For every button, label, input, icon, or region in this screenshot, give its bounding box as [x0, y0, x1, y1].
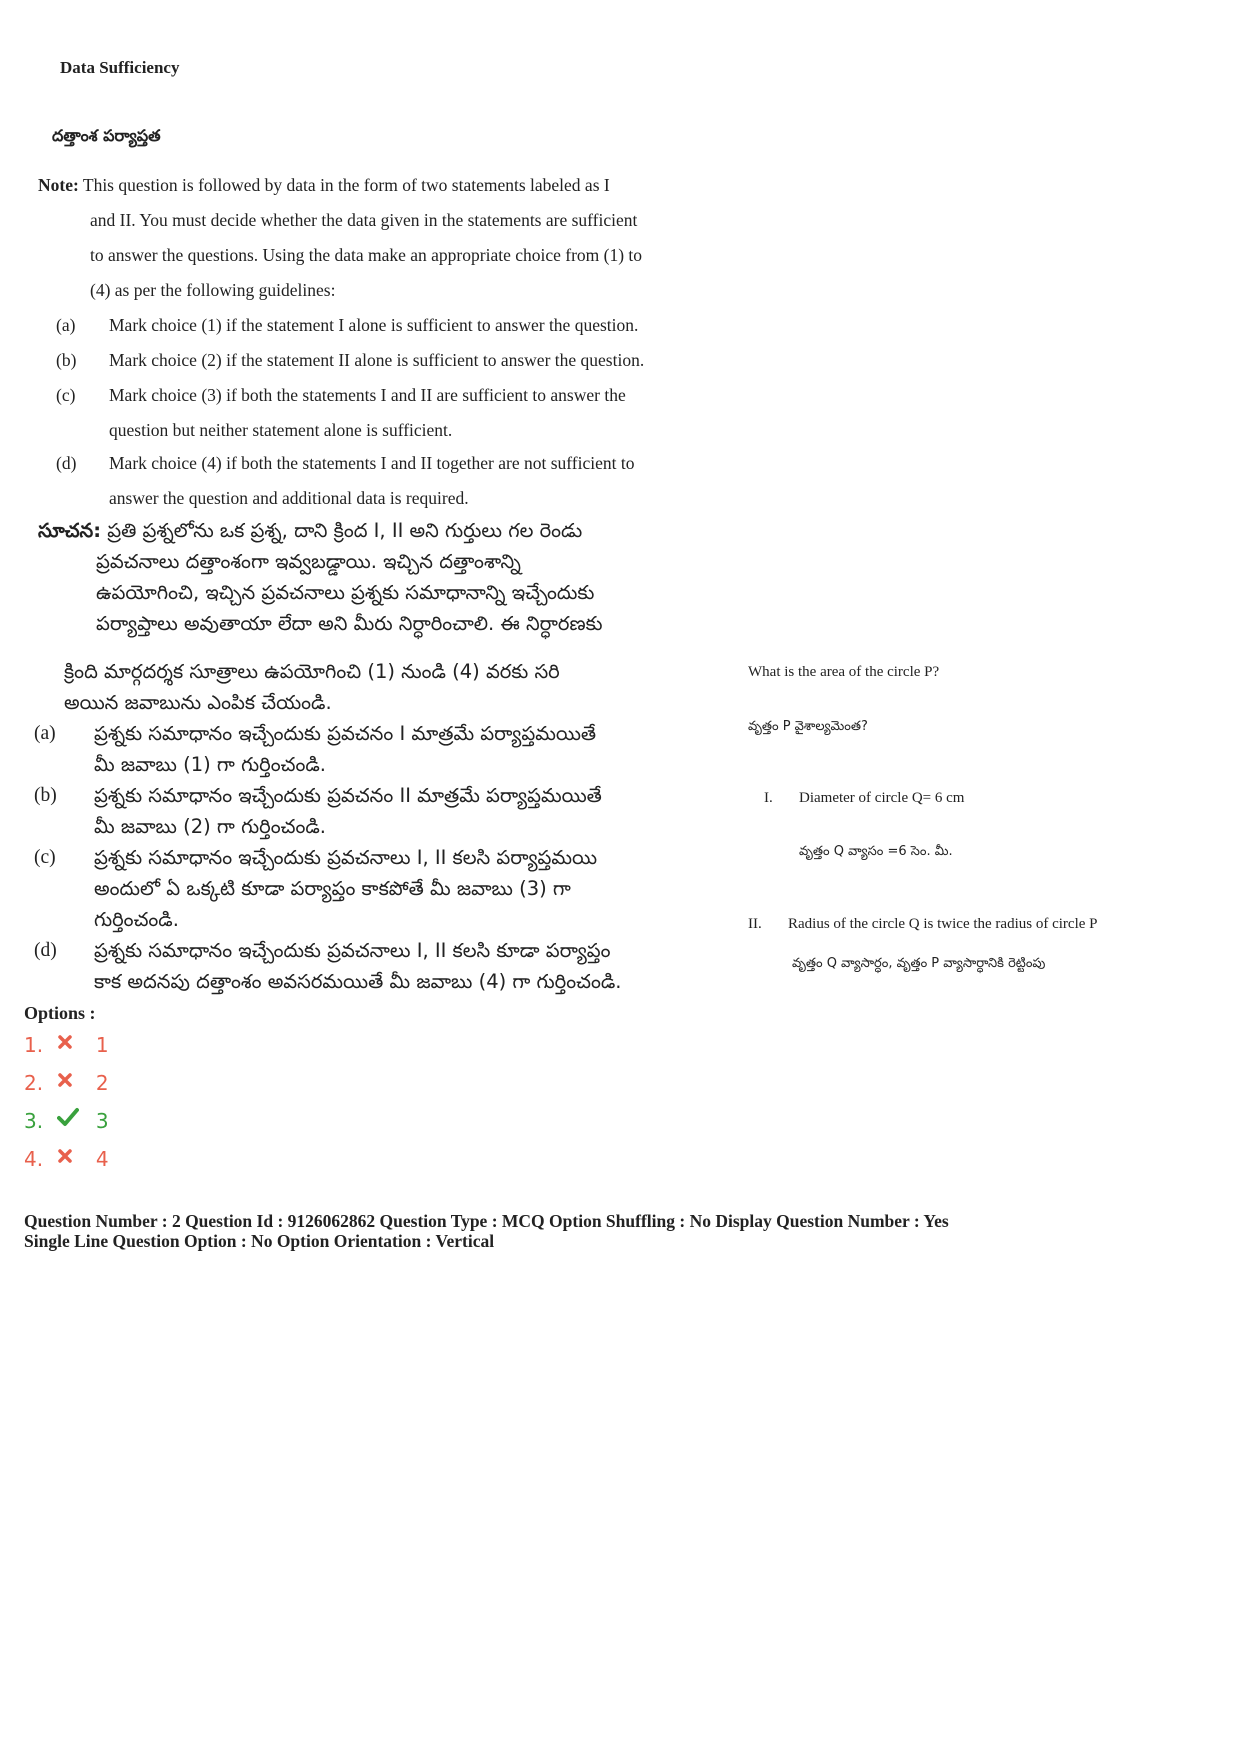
note-telugu-line-2: ప్రవచనాలు దత్తాంశంగా ఇవ్వబడ్డాయి. ఇచ్చిన దత్తాంశాన్ని	[96, 550, 521, 573]
option-4[interactable]	[24, 1147, 109, 1171]
guideline-key: (b)	[56, 350, 77, 370]
guideline-text: Mark choice (2) if the statement II alone is sufficient to answer the question.	[109, 350, 645, 370]
note-line-1: This question is followed by data in the form of two statements labeled as I	[82, 175, 610, 195]
statement-2-english: Radius of the circle Q is twice the radius of circle P	[788, 916, 1098, 932]
option-value: 4	[95, 1147, 109, 1171]
cross-icon	[57, 1145, 79, 1169]
note-telugu-line-1: ప్రతి ప్రశ్నలోను ఒక ప్రశ్న, దాని క్రింద I, II అని గుర్తులు గల రెండు	[107, 519, 583, 542]
option-3[interactable]	[24, 1109, 109, 1134]
telugu-guideline-d	[34, 935, 719, 997]
note-telugu-line-4: పర్యాప్తాలు అవుతాయా లేదా అని మీరు నిర్ధారించాలి. ఈ నిర్ధారణకు	[96, 612, 603, 635]
note-line-2: and II. You must decide whether the data given in the statements are sufficient	[90, 210, 638, 230]
telugu-guideline-text: గుర్తించండి.	[94, 908, 179, 931]
note-english	[38, 168, 718, 308]
telugu-guideline-text: ప్రశ్నకు సమాధానం ఇచ్చేందుకు ప్రవచనం II మాత్రమే పర్యాప్తమయితే	[94, 784, 602, 807]
telugu-guideline-text: ప్రశ్నకు సమాధానం ఇచ్చేందుకు ప్రవచనాలు I, II కలసి కూడా పర్యాప్తం	[94, 939, 611, 962]
statement-2-key: II.	[748, 916, 762, 932]
telugu-guideline-b	[34, 780, 719, 842]
statement-1-english: Diameter of circle Q= 6 cm	[799, 790, 965, 806]
statement-1-key: I.	[764, 790, 773, 806]
guideline-b	[56, 343, 720, 378]
telugu-guideline-key: (c)	[34, 847, 56, 868]
option-value: 3	[95, 1109, 109, 1133]
question-meta-line-1: Question Number : 2 Question Id : 9126062862 Question Type : MCQ Option Shuffling : No Display Question Number : Yes	[24, 1211, 949, 1231]
statement-1-telugu: వృత్తం Q వ్యాసం =6 సెం. మీ.	[799, 844, 953, 859]
question-text-telugu: వృత్తం P వైశాల్యమెంత?	[748, 719, 868, 734]
note-telugu-line-3: ఉపయోగించి, ఇచ్చిన ప్రవచనాలు ప్రశ్నకు సమాధానాన్ని ఇచ్చేందుకు	[96, 581, 595, 604]
telugu-guideline-text: ప్రశ్నకు సమాధానం ఇచ్చేందుకు ప్రవచనాలు I, II కలసి పర్యాప్తమయి	[94, 846, 598, 869]
guideline-a	[56, 308, 720, 343]
telugu-guidelines	[34, 656, 719, 997]
telugu-guideline-a	[34, 718, 719, 780]
telugu-guideline-c	[34, 842, 719, 935]
cross-icon	[57, 1069, 79, 1093]
telugu-guideline-key: (b)	[34, 785, 57, 806]
cross-icon	[57, 1031, 79, 1055]
telugu-guideline-text: ప్రశ్నకు సమాధానం ఇచ్చేందుకు ప్రవచనం I మాత్రమే పర్యాప్తమయితే	[94, 722, 597, 745]
note-line-3: to answer the questions. Using the data make an appropriate choice from (1) to	[90, 245, 643, 265]
telugu-guideline-text: మీ జవాబు (2) గా గుర్తించండి.	[94, 815, 326, 838]
question-meta	[24, 1211, 949, 1251]
guideline-key: (d)	[56, 453, 77, 473]
note-label: Note:	[38, 175, 79, 195]
option-1[interactable]	[24, 1033, 109, 1057]
telugu-guideline-key: (d)	[34, 940, 57, 961]
telugu-guideline-text: మీ జవాబు (1) గా గుర్తించండి.	[94, 753, 326, 776]
option-number: 4.	[24, 1147, 44, 1171]
option-value: 1	[95, 1033, 109, 1057]
telugu-guideline-key: (a)	[34, 723, 56, 744]
option-number: 3.	[24, 1109, 44, 1133]
guideline-text: Mark choice (1) if the statement I alone is sufficient to answer the question.	[109, 315, 639, 335]
check-icon	[57, 1107, 79, 1132]
section-title: Data Sufficiency	[60, 58, 180, 77]
option-2[interactable]	[24, 1071, 109, 1095]
guideline-text: Mark choice (4) if both the statements I and II together are not sufficient to	[109, 453, 635, 473]
statement-2-telugu: వృత్తం Q వ్యాసార్ధం, వృత్తం P వ్యాసార్ధానికి రెట్టింపు	[792, 956, 1046, 971]
option-number: 1.	[24, 1033, 44, 1057]
guideline-text: Mark choice (3) if both the statements I and II are sufficient to answer the	[109, 385, 626, 405]
note-telugu-label: సూచన:	[38, 519, 102, 542]
option-value: 2	[95, 1071, 109, 1095]
question-text-english: What is the area of the circle P?	[748, 664, 940, 680]
telugu-cont-line-1: క్రింది మార్గదర్శక సూత్రాలు ఉపయోగించి (1) నుండి (4) వరకు సరి	[64, 660, 560, 683]
guideline-c	[56, 378, 720, 448]
guideline-text: answer the question and additional data is required.	[109, 488, 469, 508]
section-title-telugu: దత్తాంశ పర్యాప్తత	[52, 126, 161, 145]
telugu-guideline-text: అందులో ఏ ఒక్కటి కూడా పర్యాప్తం కాకపోతే మీ జవాబు (3) గా	[94, 877, 571, 900]
guideline-text: question but neither statement alone is sufficient.	[109, 420, 453, 440]
note-telugu	[38, 515, 718, 639]
note-line-4: (4) as per the following guidelines:	[90, 280, 336, 300]
option-number: 2.	[24, 1071, 44, 1095]
guideline-key: (c)	[56, 385, 76, 405]
question-meta-line-2: Single Line Question Option : No Option Orientation : Vertical	[24, 1231, 495, 1251]
guideline-d	[56, 446, 720, 516]
telugu-cont-line-2: అయిన జవాబును ఎంపిక చేయండి.	[64, 691, 332, 714]
telugu-guideline-text: కాక అదనపు దత్తాంశం అవసరమయితే మీ జవాబు (4) గా గుర్తించండి.	[94, 970, 622, 993]
options-title: Options :	[24, 1003, 96, 1023]
guideline-key: (a)	[56, 315, 76, 335]
